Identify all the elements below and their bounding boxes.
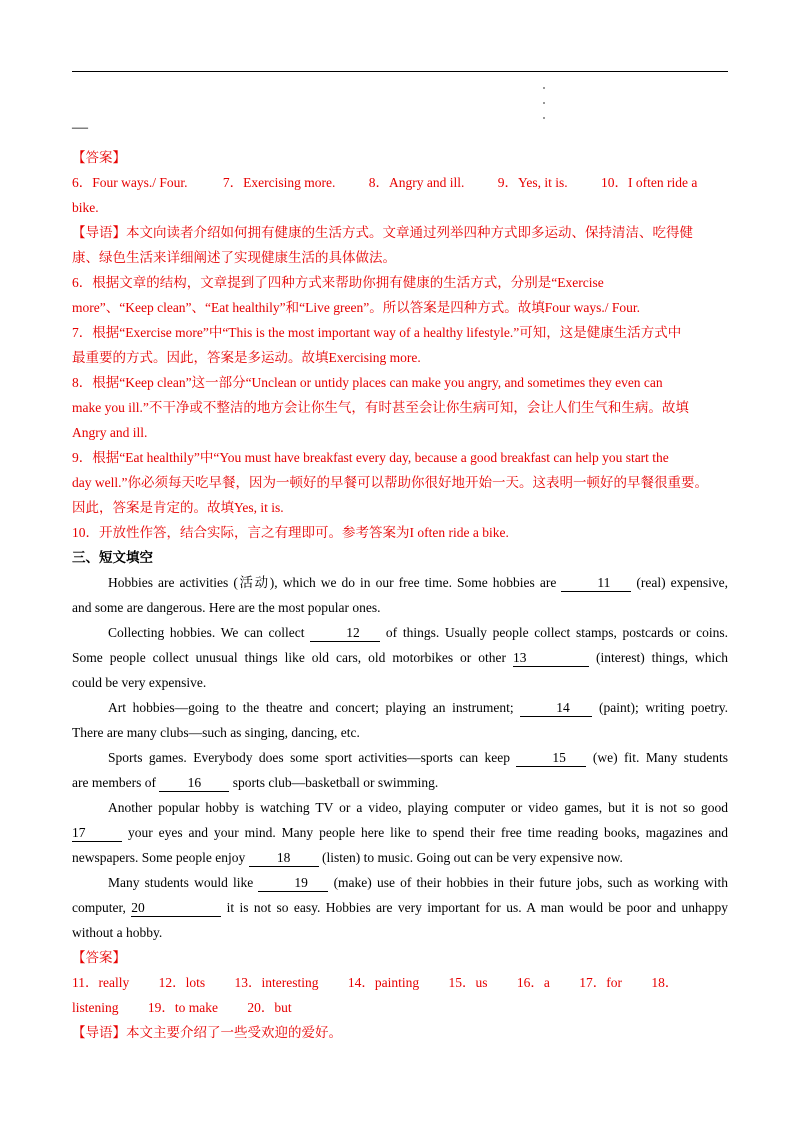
answer-row-2-wrap [72,995,728,1020]
answer-item: 6．Four ways./ Four. [72,175,188,190]
passage-line: and some are dangerous. Here are the most popular ones. [72,600,381,615]
blank-15: 15 [516,750,586,767]
answer-item: 10．I often ride a [601,175,698,190]
explain-q8-line-3: Angry and ill. [72,425,148,440]
blank-14: 14 [520,700,592,717]
passage-line: Some people collect unusual things like old cars, old motorbikes or other 13 (interest) things, which [72,650,729,665]
passage-line: computer, 20 it is not so easy. Hobbies are very important for us. A man would be poor and unhappy [72,900,728,915]
answer-item: 7．Exercising more. [222,175,336,190]
answer-item: 13．interesting [234,975,319,990]
answer-item: 11．really [72,975,130,990]
blank-16: 16 [159,775,229,792]
guide-1-line-1: 【导语】本文向读者介绍如何拥有健康的生活方式。文章通过列举四种方式即多运动、保持清洁、吃得健 [72,225,693,240]
answer-item: 8．Angry and ill. [368,175,465,190]
answer-item: 20．but [247,1000,292,1015]
guide-2-line-1: 【导语】本文主要介绍了一些受欢迎的爱好。 [72,1025,342,1040]
document-body [72,145,728,1045]
passage-line: without a hobby. [72,925,163,940]
answer-item: 18． [651,975,679,990]
explain-q8-line-2: make you ill.”不干净或不整洁的地方会让你生气，有时甚至会让你生病可知，会让人们生气和生病。故填 [72,400,689,415]
passage-line: could be very expensive. [72,675,207,690]
section-dash: — [72,119,88,136]
answer-item: 19．to make [147,1000,218,1015]
explain-q8-line-1: 8．根据“Keep clean”这一部分“Unclean or untidy places can make you angry, and sometimes they even can [72,375,663,390]
explain-q9-line-2: day well.”你必须每天吃早餐，因为一顿好的早餐可以帮助你很好地开始一天。这表明一顿好的早餐很重要。 [72,475,708,490]
section-3-heading: 三、短文填空 [72,550,153,565]
passage-line: Collecting hobbies. We can collect 12 of things. Usually people collect stamps, postcards or coins. [108,625,729,640]
passage-line: Hobbies are activities (活动), which we do in our free time. Some hobbies are 11 (real) expensive, [108,575,729,590]
answer-item: 16．a [516,975,550,990]
blank-13: 13 [513,650,589,667]
answer-label-1: 【答案】 [72,150,126,165]
explain-q9-line-3: 因此，答案是肯定的。故填Yes, it is. [72,500,284,515]
header-dot [543,87,545,89]
answer-item: 14．painting [347,975,420,990]
answer-item: listening [72,1000,119,1015]
explain-q10: 10．开放性作答，结合实际，言之有理即可。参考答案为I often ride a bike. [72,525,509,540]
header-dot [543,117,545,119]
passage-line: Sports games. Everybody does some sport activities—sports can keep 15 (we) fit. Many students [108,750,728,765]
answer-item: 17．for [579,975,623,990]
answer-item: 15．us [448,975,488,990]
header-dot [543,102,545,104]
passage-line: 17 your eyes and your mind. Many people here like to spend their free time reading books, magazines and [72,825,728,840]
passage-line: are members of 16 sports club—basketball or swimming. [72,775,439,790]
passage-line: There are many clubs—such as singing, dancing, etc. [72,725,360,740]
blank-11: 11 [561,575,631,592]
explain-q9-line-1: 9．根据“Eat healthily”中“You must have breakfast every day, because a good breakfast can help you start the [72,450,669,465]
header-rule [72,71,728,72]
explain-q7-line-2: 最重要的方式。因此，答案是多运动。故填Exercising more. [72,350,421,365]
blank-12: 12 [310,625,380,642]
passage-line: Many students would like 19 (make) use of their hobbies in their future jobs, such as working with [108,875,729,890]
blank-20: 20 [131,900,221,917]
blank-19: 19 [258,875,328,892]
answer-row-1-wrap: bike. [72,200,99,215]
explain-q6-line-2: more”、“Keep clean”、“Eat healthily”和“Live green”。所以答案是四种方式。故填Four ways./ Four. [72,300,640,315]
answer-item: 12．lots [158,975,206,990]
passage-line: newspapers. Some people enjoy 18 (listen) to music. Going out can be very expensive now. [72,850,623,865]
answer-row-2 [72,970,728,995]
explain-q6-line-1: 6．根据文章的结构，文章提到了四种方式来帮助你拥有健康的生活方式，分别是“Exercise [72,275,604,290]
blank-17: 17 [72,825,122,842]
blank-18: 18 [249,850,319,867]
guide-1-line-2: 康、绿色生活来详细阐述了实现健康生活的具体做法。 [72,250,396,265]
passage-line: Art hobbies—going to the theatre and concert; playing an instrument; 14 (paint); writing poetry. [108,700,729,715]
answer-label-2: 【答案】 [72,950,126,965]
explain-q7-line-1: 7．根据“Exercise more”中“This is the most important way of a healthy lifestyle.”可知，这是健康生活方式中 [72,325,682,340]
answer-row-1 [72,170,728,195]
passage-line: Another popular hobby is watching TV or a video, playing computer or video games, but it is not so good [108,800,728,815]
answer-item: 9．Yes, it is. [497,175,568,190]
